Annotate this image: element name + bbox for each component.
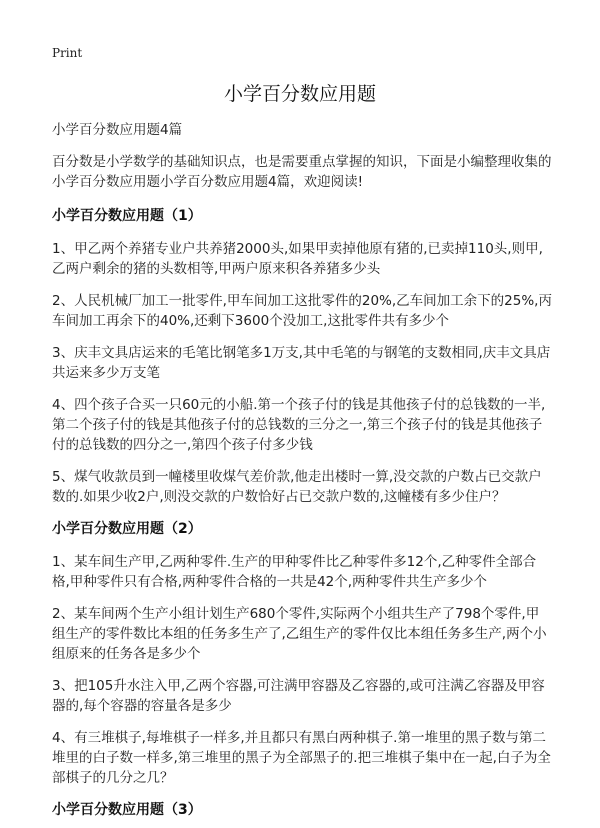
question-item: 3、把105升水注入甲,乙两个容器,可注满甲容器及乙容器的,或可注满乙容器及甲容器的,每个容器的容量各是多少 <box>52 678 545 714</box>
section-3 <box>52 800 552 820</box>
section-heading: 小学百分数应用题（1） <box>52 208 202 224</box>
question-item: 1、甲乙两个养猪专业户共养猪2000头,如果甲卖掉他原有猪的,已卖掉110头,则甲,乙两户剩余的猪的头数相等,甲两户原来积各养猪多少头 <box>52 241 543 277</box>
section-2 <box>52 519 552 788</box>
question-item: 1、某车间生产甲,乙两种零件.生产的甲种零件比乙种零件多12个,乙种零件全部合格,甲种零件只有合格,两种零件合格的一共是42个,两种零件共生产多少个 <box>52 554 537 590</box>
question-item: 4、有三堆棋子,每堆棋子一样多,并且都只有黑白两种棋子.第一堆里的黑子数与第二堆里的白子数一样多,第三堆里的黑子为全部黑子的.把三堆棋子集中在一起,白子为全部棋子的几分之几？ <box>52 730 551 786</box>
article-subtitle: 小学百分数应用题4篇 <box>52 122 183 138</box>
question-item: 5、煤气收款员到一幢楼里收煤气差价款,他走出楼时一算,没交款的户数占已交款户数的.如果少收2户,则没交款的户数恰好占已交款户数的,这幢楼有多少住户？ <box>52 469 542 505</box>
question-item: 2、人民机械厂加工一批零件,甲车间加工这批零件的20%,乙车间加工余下的25%,丙车间加工再余下的40%,还剩下3600个没加工,这批零件共有多少个 <box>52 293 552 329</box>
section-heading: 小学百分数应用题（2） <box>52 521 202 537</box>
article-body <box>52 120 552 828</box>
section-1 <box>52 206 552 507</box>
question-item: 4、四个孩子合买一只60元的小船.第一个孩子付的钱是其他孩子付的总钱数的一半,第二个孩子付的钱是其他孩子付的总钱数的三分之一,第三个孩子付的钱是其他孩子付的总钱数的四分之一,第四个孩子付多少钱 <box>52 397 546 453</box>
page-title: 小学百分数应用题 <box>223 83 376 105</box>
question-item: 3、庆丰文具店运来的毛笔比钢笔多1万支,其中毛笔的与钢笔的支数相同,庆丰文具店共运来多少万支笔 <box>52 345 551 381</box>
section-heading: 小学百分数应用题（3） <box>52 802 202 818</box>
intro-paragraph: 百分数是小学数学的基础知识点，也是需要重点掌握的知识，下面是小编整理收集的小学百分数应用题小学百分数应用题4篇，欢迎阅读! <box>52 154 552 190</box>
print-label[interactable]: Print <box>52 46 83 60</box>
question-item: 2、某车间两个生产小组计划生产680个零件,实际两个小组共生产了798个零件,甲组生产的零件数比本组的任务多生产了,乙组生产的零件仅比本组任务多生产,两个小组原来的任务各是多少个 <box>52 606 547 662</box>
